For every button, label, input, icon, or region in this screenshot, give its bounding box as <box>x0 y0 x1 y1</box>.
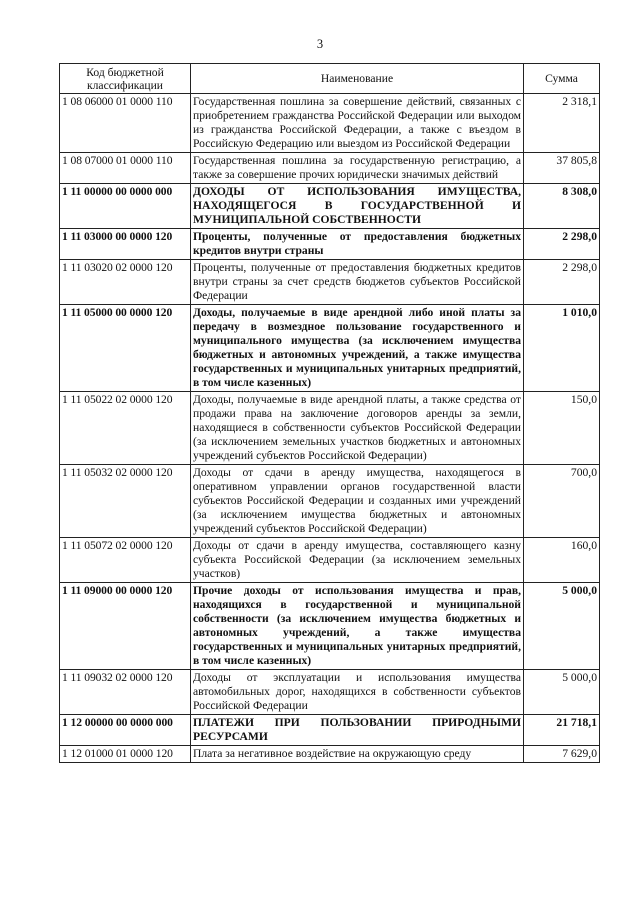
table-row <box>60 583 600 670</box>
row-code: 1 11 03020 02 0000 120 <box>60 260 191 305</box>
row-code: 1 11 00000 00 0000 000 <box>60 184 191 229</box>
row-code: 1 12 01000 01 0000 120 <box>60 746 191 763</box>
row-sum: 8 308,0 <box>524 184 600 229</box>
header-code: Код бюджетной классификации <box>60 64 191 94</box>
row-code: 1 11 05072 02 0000 120 <box>60 538 191 583</box>
header-sum: Сумма <box>524 64 600 94</box>
table-row <box>60 260 600 305</box>
header-name: Наименование <box>191 64 524 94</box>
row-name: Доходы от сдачи в аренду имущества, составляющего казну субъекта Российской Федерации (за исключением земельных участков) <box>191 538 524 583</box>
row-code: 1 11 05022 02 0000 120 <box>60 392 191 465</box>
row-sum: 5 000,0 <box>524 583 600 670</box>
row-sum: 160,0 <box>524 538 600 583</box>
row-name: Проценты, полученные от предоставления бюджетных кредитов внутри страны за счет средств бюджетов субъектов Российской Федерации <box>191 260 524 305</box>
page-number: 3 <box>316 37 324 51</box>
row-sum: 37 805,8 <box>524 153 600 184</box>
table-row <box>60 153 600 184</box>
row-sum: 5 000,0 <box>524 670 600 715</box>
table-row <box>60 94 600 153</box>
table-row <box>60 229 600 260</box>
row-name: Государственная пошлина за государственную регистрацию, а также за совершение прочих юридически значимых действий <box>191 153 524 184</box>
row-name: Доходы, получаемые в виде арендной платы, а также средства от продажи права на заключение договоров аренды за земли, находящиеся в собственности субъектов Российской Федерации (за исключением земельных участков бюджетных и автономных учреждений субъектов Российской Федерации) <box>191 392 524 465</box>
table-header-row <box>60 64 600 94</box>
row-name: Доходы, получаемые в виде арендной либо иной платы за передачу в возмездное пользование государственного и муниципального имущества (за исключением имущества бюджетных и автономных учреждений, а также имущества государственных и муниципальных унитарных предприятий, в том числе казенных) <box>191 305 524 392</box>
table-row <box>60 538 600 583</box>
row-code: 1 08 07000 01 0000 110 <box>60 153 191 184</box>
table-row <box>60 465 600 538</box>
row-code: 1 12 00000 00 0000 000 <box>60 715 191 746</box>
table-row <box>60 746 600 763</box>
budget-revenue-table <box>59 63 600 763</box>
row-sum: 2 318,1 <box>524 94 600 153</box>
row-name: ПЛАТЕЖИ ПРИ ПОЛЬЗОВАНИИ ПРИРОДНЫМИ РЕСУРСАМИ <box>191 715 524 746</box>
table-row <box>60 305 600 392</box>
table-row <box>60 184 600 229</box>
row-name: Плата за негативное воздействие на окружающую среду <box>191 746 524 763</box>
row-code: 1 11 05032 02 0000 120 <box>60 465 191 538</box>
row-name: Прочие доходы от использования имущества и прав, находящихся в государственной и муниципальной собственности (за исключением имущества бюджетных и автономных учреждений, а также имущества государственных и муниципальных унитарных предприятий, в том числе казенных) <box>191 583 524 670</box>
row-code: 1 08 06000 01 0000 110 <box>60 94 191 153</box>
table-row <box>60 670 600 715</box>
row-name: ДОХОДЫ ОТ ИСПОЛЬЗОВАНИЯ ИМУЩЕСТВА, НАХОДЯЩЕГОСЯ В ГОСУДАРСТВЕННОЙ И МУНИЦИПАЛЬНОЙ СОБСТВЕННОСТИ <box>191 184 524 229</box>
row-sum: 2 298,0 <box>524 229 600 260</box>
row-sum: 21 718,1 <box>524 715 600 746</box>
row-code: 1 11 09032 02 0000 120 <box>60 670 191 715</box>
row-code: 1 11 03000 00 0000 120 <box>60 229 191 260</box>
table-row <box>60 392 600 465</box>
row-sum: 7 629,0 <box>524 746 600 763</box>
table-row <box>60 715 600 746</box>
row-sum: 1 010,0 <box>524 305 600 392</box>
row-sum: 700,0 <box>524 465 600 538</box>
row-code: 1 11 05000 00 0000 120 <box>60 305 191 392</box>
row-sum: 2 298,0 <box>524 260 600 305</box>
row-name: Доходы от эксплуатации и использования имущества автомобильных дорог, находящихся в собственности субъектов Российской Федерации <box>191 670 524 715</box>
row-name: Доходы от сдачи в аренду имущества, находящегося в оперативном управлении органов государственной власти субъектов Российской Федерации и созданных ими учреждений (за исключением имущества бюджетных и автономных учреждений субъектов Российской Федерации) <box>191 465 524 538</box>
row-name: Проценты, полученные от предоставления бюджетных кредитов внутри страны <box>191 229 524 260</box>
row-sum: 150,0 <box>524 392 600 465</box>
row-code: 1 11 09000 00 0000 120 <box>60 583 191 670</box>
row-name: Государственная пошлина за совершение действий, связанных с приобретением гражданства Российской Федерации или выходом из гражданства Российской Федерации, а также с въездом в Российскую Федерацию или выездом из Российской Федерации <box>191 94 524 153</box>
